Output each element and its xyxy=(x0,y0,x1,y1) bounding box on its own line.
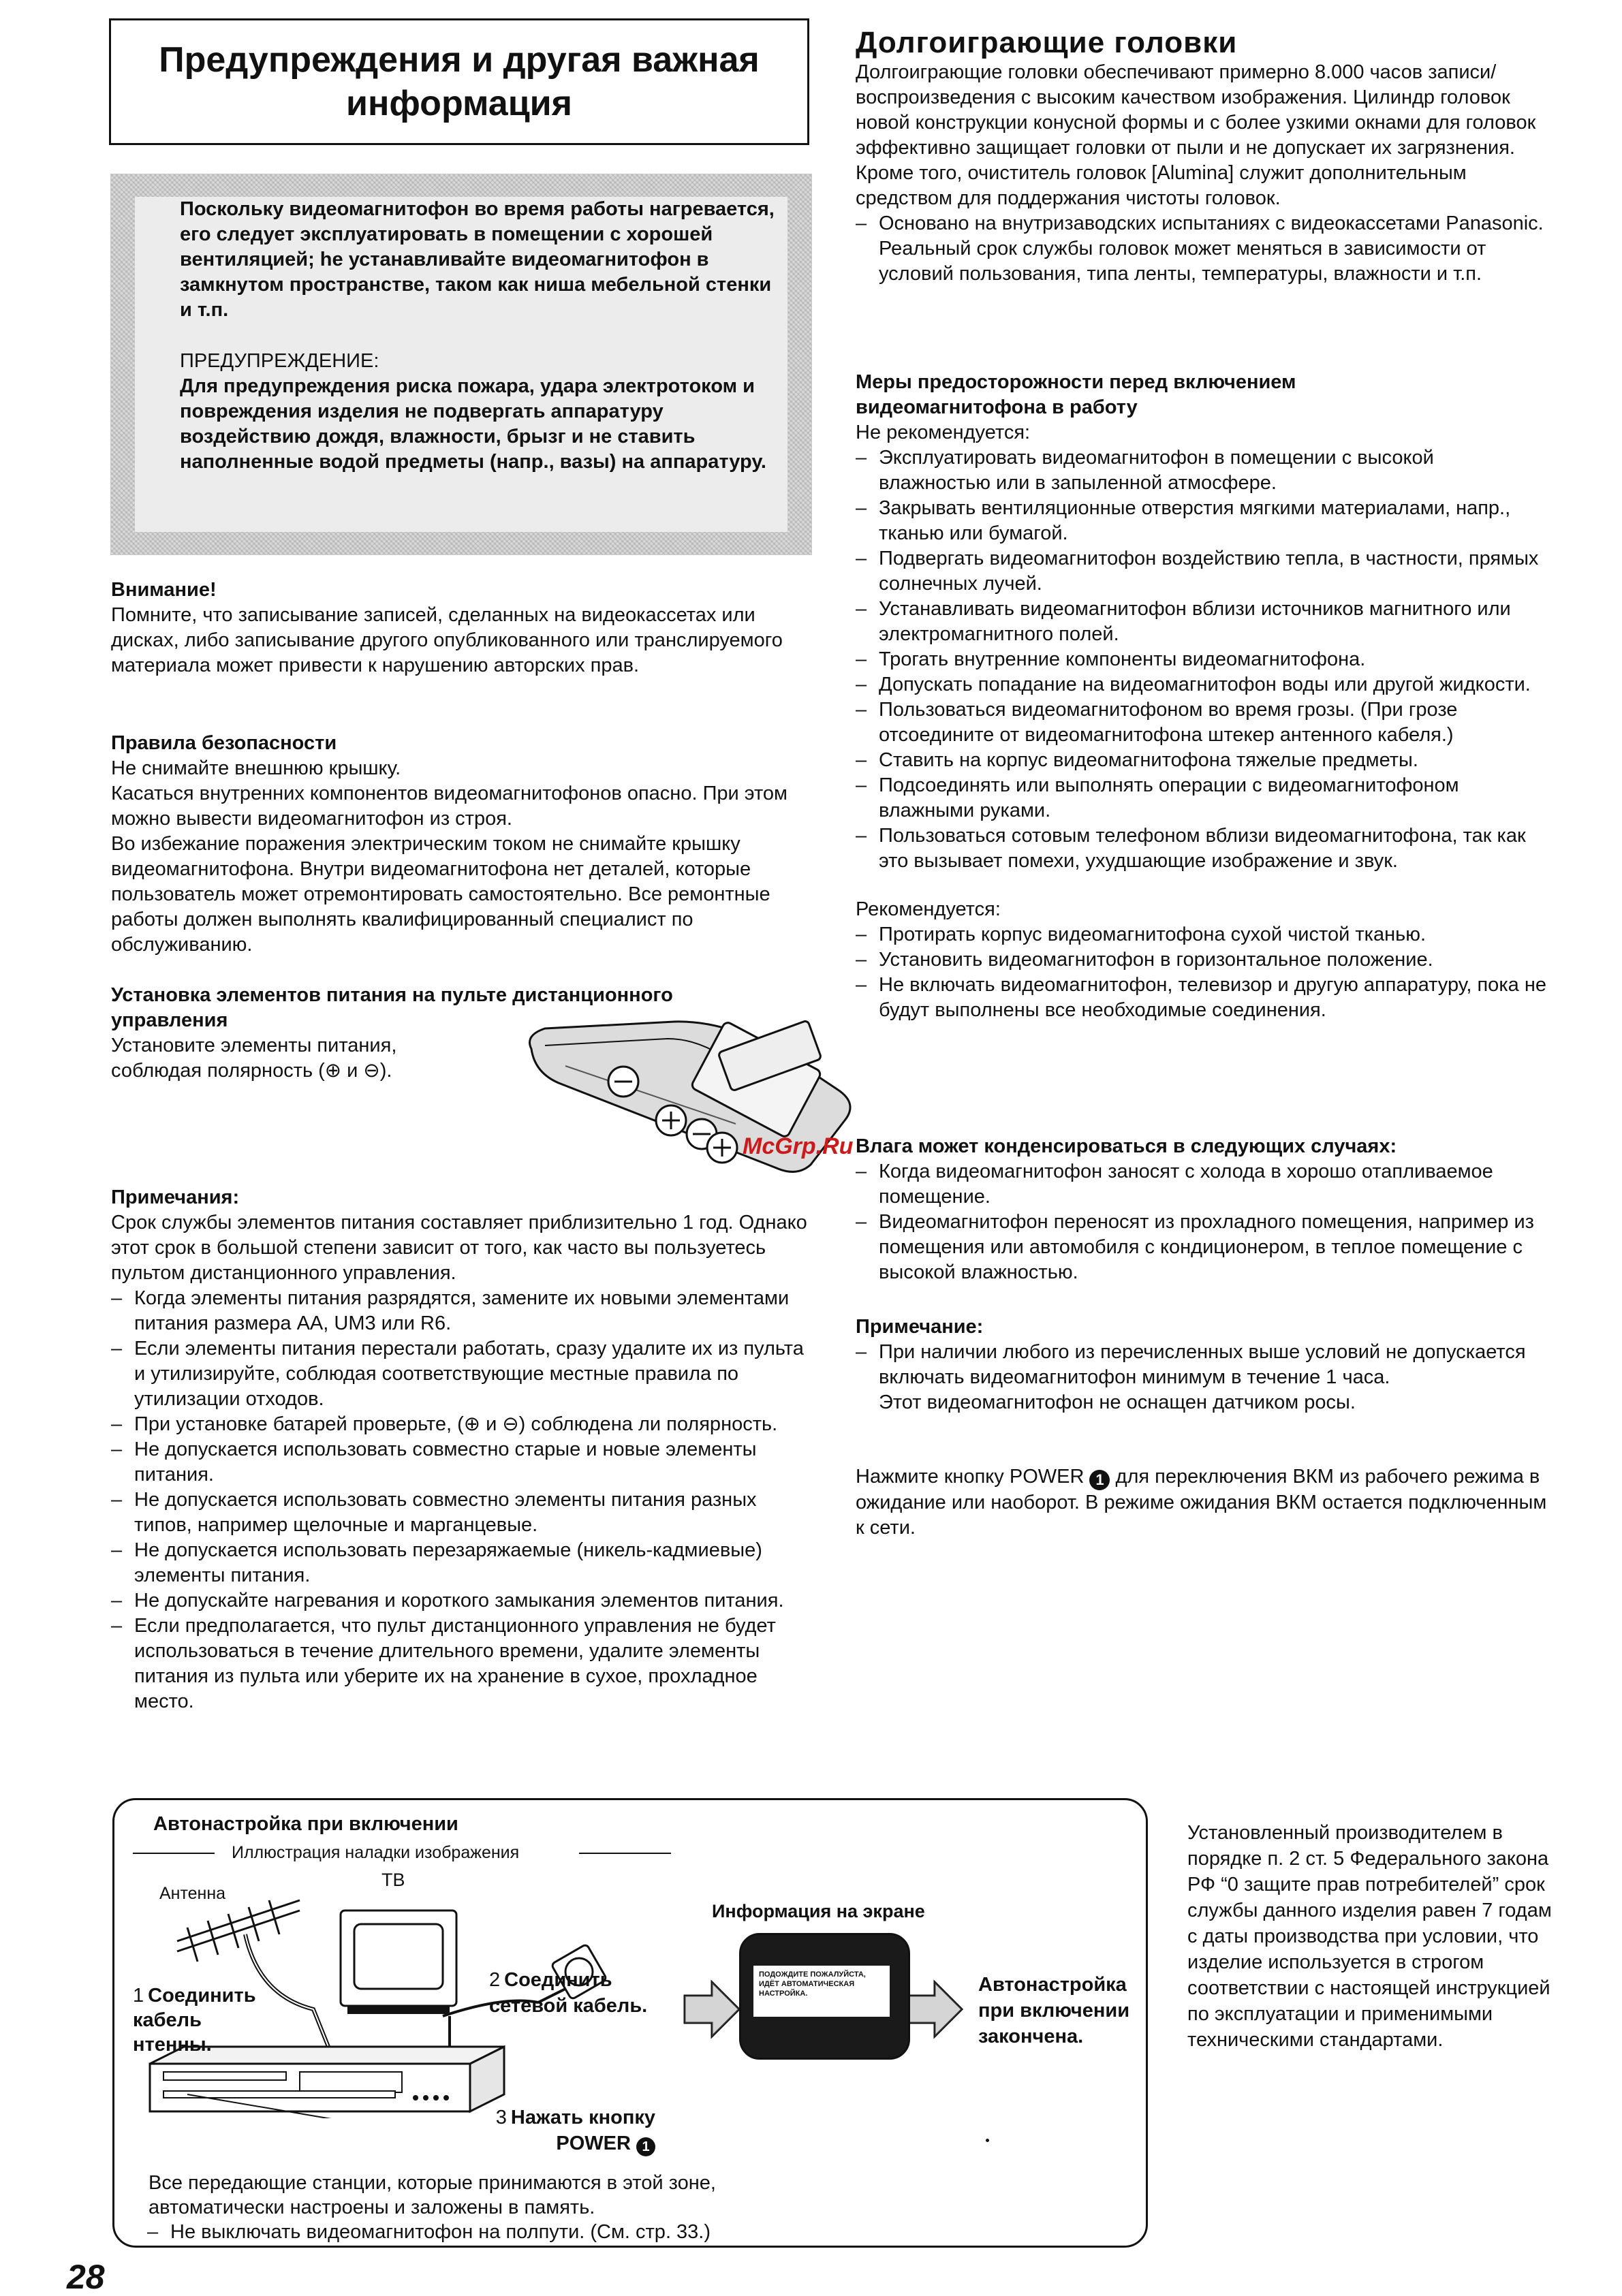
step3-number: 3 xyxy=(495,2107,507,2128)
tv-icon xyxy=(341,1910,456,2014)
notes-intro: Срок службы элементов питания составляет приблизительно 1 год. Однако этот срок в большой степени зависит от того, как часто вы пользуетесь пультом дистанционного управления. xyxy=(111,1212,807,1284)
attention-text: Помните, что записывание записей, сделанных на видеокассетах или дисках, либо записывание другого опубликованного или транслируемого материала может привести к нарушению авторских прав. xyxy=(111,604,783,676)
page-title: Предупреждения и другая важная информация xyxy=(109,18,809,145)
list-item: – Если предполагается, что пульт дистанционного управления не будет использоваться в течение длительного времени, удалите элементы питания из пульта или уберите их на хранение в сухое, прохладное место. xyxy=(111,1614,813,1714)
list-item: – Ставить на корпус видеомагнитофона тяжелые предметы. xyxy=(856,748,1550,773)
list-item: – Не включать видеомагнитофон, телевизор и другую аппаратуру, пока не будут выполнены все необходимые соединения. xyxy=(856,973,1550,1023)
battery-text-a: Установите элементы питания, xyxy=(111,1035,397,1056)
list-item: – Закрывать вентиляционные отверстия мягкими материалами, напр., тканью или бумагой. xyxy=(856,496,1550,546)
list-item: – Основано на внутризаводских испытаниях с видеокассетами Panasonic. Реальный срок службы головок может меняться в зависимости от условий пользования, типа ленты, температуры, влажности и т.п. xyxy=(856,211,1550,287)
list-item: – Не допускается использовать перезаряжаемые (никель-кадмиевые) элементы питания. xyxy=(111,1538,813,1588)
recommended-label: Рекомендуется: xyxy=(856,898,1001,920)
list-item: – Когда элементы питания разрядятся, замените их новыми элементами питания размера АА, UM3 или R6. xyxy=(111,1286,813,1336)
list-item: – Не допускается использовать совместно элементы питания разных типов, например щелочные и марганцевые. xyxy=(111,1488,813,1538)
dot xyxy=(986,2139,989,2142)
step1-text: Соединить кабель нтенны. xyxy=(133,1985,256,2056)
step1-number: 1 xyxy=(133,1985,144,2007)
list-item: – Трогать внутренние компоненты видеомагнитофона. xyxy=(856,647,1550,672)
note-section xyxy=(856,1315,1550,1415)
screen-info-label: Информация на экране xyxy=(712,1901,925,1921)
list-item: – Установить видеомагнитофон в горизонтальное положение. xyxy=(856,947,1550,973)
attention-section xyxy=(111,578,813,678)
not-recommended-label: Не рекомендуется: xyxy=(856,422,1031,443)
list-item: – Не допускайте нагревания и короткого замыкания элементов питания. xyxy=(111,1588,813,1614)
list-item: – Видеомагнитофон переносят из прохладного помещения, например из помещения или автомобиля с кондиционером, в теплое помещение с высокой влажностью. xyxy=(856,1210,1550,1285)
list-item: – Протирать корпус видеомагнитофона сухой чистой тканью. xyxy=(856,922,1550,947)
list-item: – Когда видеомагнитофон заносят с холода в хорошо отапливаемое помещение. xyxy=(856,1159,1550,1210)
divider xyxy=(579,1853,671,1854)
safety-line: Не снимайте внешнюю крышку. xyxy=(111,757,401,779)
battery-text-b: соблюдая полярность (⊕ и ⊖). xyxy=(111,1060,392,1082)
safety-section xyxy=(111,731,813,958)
autotune-footer-text: Все передающие станции, которые принимаются в этой зоне, автоматически настроены и заложены в память. xyxy=(149,2172,716,2218)
power-text-after: для переключения ВКМ из рабочего режима в ожидание или наоборот. В режиме ожидания ВКМ остается подключенным к сети. xyxy=(856,1466,1547,1539)
list-item: – При установке батарей проверьте, (⊕ и ⊖) соблюдена ли полярность. xyxy=(111,1412,813,1437)
list-item: – Подсоединять или выполнять операции с видеомагнитофоном влажными руками. xyxy=(856,773,1550,823)
list-item: – При наличии любого из перечисленных выше условий не допускается включать видеомагнитофон минимум в течение 1 часа. xyxy=(856,1340,1550,1390)
watermark: McGrp.Ru xyxy=(743,1133,854,1159)
page-number: 28 xyxy=(67,2258,105,2296)
autotune-subtitle: Иллюстрация наладки изображения xyxy=(232,1843,520,1862)
note-heading: Примечание: xyxy=(856,1316,984,1338)
notes-list xyxy=(111,1286,813,1714)
step3-label xyxy=(451,2105,655,2156)
antenna-label: Антенна xyxy=(159,1884,226,1903)
list-item: – Пользоваться сотовым телефоном вблизи видеомагнитофона, так как это вызывает помехи, ухудшающие изображение и звук. xyxy=(856,823,1550,874)
legal-text: Установленный производителем в порядке п. 2 ст. 5 Федерального закона РФ “0 защите прав потребителей” срок службы данного изделия равен 7 годам с даты производства при условии, что изделие используется в строгом соответствии с настоящей инструкцией по эксплуатации и применимыми техническими стандартами. xyxy=(1187,1822,1552,2051)
autotune-done-label: Автонастройка при включении закончена. xyxy=(978,1974,1130,2047)
long-heads-text: Кроме того, очиститель головок [Alumina] служит дополнительным средством для поддержания чистоты головок. xyxy=(856,162,1467,209)
step2-label xyxy=(489,1967,676,2019)
list-item: – Эксплуатировать видеомагнитофон в помещении с высокой влажностью или в запыленной атмосфере. xyxy=(856,445,1550,496)
step3-text: Нажать кнопку POWER xyxy=(510,2107,655,2154)
autotune-title xyxy=(153,1812,458,1837)
notes-heading: Примечания: xyxy=(111,1186,240,1208)
list-item: – Не допускается использовать совместно старые и новые элементы питания. xyxy=(111,1437,813,1488)
screen-message: ПОДОЖДИТЕ ПОЖАЛУЙСТА, ИДЁТ АВТОМАТИЧЕСКАЯ НАСТРОЙКА. xyxy=(753,1966,890,2017)
list-item: – Подвергать видеомагнитофон воздействию тепла, в частности, прямых солнечных лучей. xyxy=(856,546,1550,597)
condensation-heading: Влага может конденсироваться в следующих случаях: xyxy=(856,1135,1397,1157)
attention-heading: Внимание! xyxy=(111,579,217,601)
tv-label: ТВ xyxy=(381,1870,405,1890)
autotune-title-text: Автонастройка при включении xyxy=(153,1813,458,1835)
precautions-section xyxy=(856,370,1550,1023)
circled-number-icon: 1 xyxy=(1089,1470,1110,1490)
safety-heading: Правила безопасности xyxy=(111,732,337,754)
step1-label xyxy=(133,1983,276,2057)
long-heads-title: Долгоиграющие головки xyxy=(856,26,1238,59)
battery-heading: Установка элементов питания на пульте дистанционного управления xyxy=(111,984,673,1031)
warning-box xyxy=(110,174,812,555)
precautions-heading: Меры предосторожности перед включением видеомагнитофона в работу xyxy=(856,371,1296,418)
power-section xyxy=(856,1464,1550,1541)
list-item: – Допускать попадание на видеомагнитофон воды или другой жидкости. xyxy=(856,672,1550,697)
list-item: – Пользоваться видеомагнитофоном во время грозы. (При грозе отсоедините от видеомагнитофона штекер антенного кабеля.) xyxy=(856,697,1550,748)
warning-fire-text: Для предупреждения риска пожара, удара электротоком и повреждения изделия не подвергать аппаратуру воздействию дождя, влажности, брызг и не ставить наполненные водой предметы (напр., вазы) на аппаратуру. xyxy=(180,375,766,473)
circled-number-icon: 1 xyxy=(636,2137,655,2156)
autotune-footer xyxy=(149,2171,857,2244)
step2-number: 2 xyxy=(489,1969,501,1991)
safety-line: Во избежание поражения электрическим током не снимайте крышку видеомагнитофона. Внутри видеомагнитофона нет деталей, которые пользователь может отремонтировать самостоятельно. Все ремонтные работы должен выполнять квалифицированный специалист по обслуживанию. xyxy=(111,833,770,956)
warning-heading: ПРЕДУПРЕЖДЕНИЕ: xyxy=(180,350,379,372)
note-extra: Этот видеомагнитофон не оснащен датчиком росы. xyxy=(879,1391,1356,1413)
divider xyxy=(133,1853,215,1854)
power-text-before: Нажмите кнопку POWER xyxy=(856,1466,1085,1488)
tv-screen-icon xyxy=(739,1933,910,2060)
step2-text: Соединить сетевой кабель. xyxy=(489,1969,648,2017)
warning-ventilation-text: Поскольку видеомагнитофон во время работы нагревается, его следует эксплуатировать в помещении с хорошей вентиляцией; he устанавливайте видеомагнитофон в замкнутом пространстве, таком как ниша мебельной стенки и т.п. xyxy=(180,198,775,321)
recommended-list xyxy=(856,922,1550,1023)
not-recommended-list xyxy=(856,445,1550,874)
battery-notes-section xyxy=(111,1185,813,1714)
power-text xyxy=(856,1464,1550,1541)
condensation-section xyxy=(856,1134,1550,1285)
safety-line: Касаться внутренних компонентов видеомагнитофонов опасно. При этом можно вывести видеомагнитофон из строя. xyxy=(111,783,787,830)
long-heads-text: Долгоиграющие головки обеспечивают примерно 8.000 часов записи/воспроизведения с высоким качеством изображения. Цилиндр головок новой конструкции конусной формы и с более узкими окнами для головок эффективно защищает головки от пыли и не допускает их загрязнения. xyxy=(856,61,1536,159)
list-item: – Если элементы питания перестали работать, сразу удалите их из пульта и утилизируйте, соблюдая соответствующие местные правила по утилизации отходов. xyxy=(111,1336,813,1412)
antenna-icon xyxy=(177,1900,300,1962)
long-heads-section xyxy=(856,26,1550,287)
list-item: – Не выключать видеомагнитофон на полпути. (См. стр. 33.) xyxy=(147,2220,857,2244)
list-item: – Устанавливать видеомагнитофон вблизи источников магнитного или электромагнитного полей. xyxy=(856,597,1550,647)
